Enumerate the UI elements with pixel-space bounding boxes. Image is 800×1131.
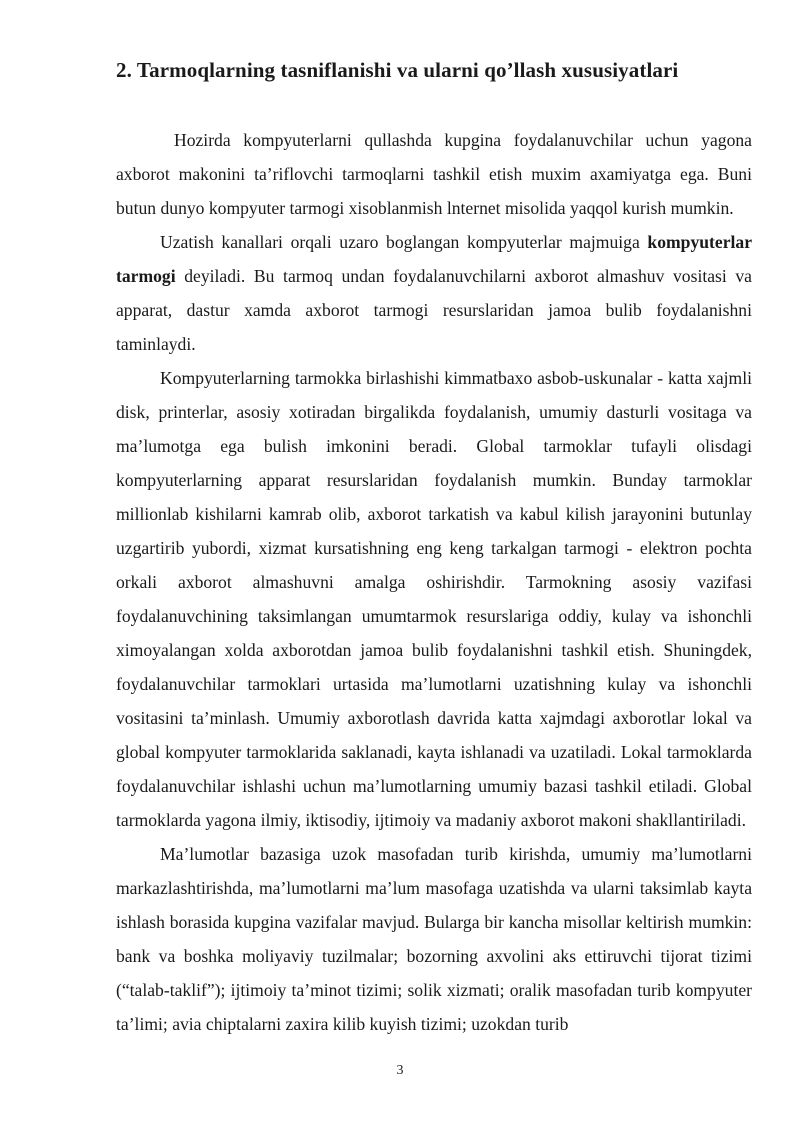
paragraph-network-benefits: Kompyuterlarning tarmokka birlashishi kimmatbaxo asbob-uskunalar - katta xajmli disk, printerlar, asosiy xotiradan birgalikda foydalanish, umumiy dasturli vositaga va ma’lumotga ega bulish imkonini beradi. Global tarmoklar tufayli olisdagi kompyuterlarning apparat resurslaridan foydalanish mumkin. Bunday tarmoklar millionlab kishilarni kamrab olib, axborot tarkatish va kabul kilish jarayonini butunlay uzgartirib yubordi, xizmat kursatishning eng keng tarkalgan tarmogi - elektron pochta orkali axborot almashuvni amalga oshirishdir. Tarmokning asosiy vazifasi foydalanuvchining taksimlangan umumtarmok resurslariga oddiy, kulay va ishonchli ximoyalangan xolda axborotdan jamoa bulib foydalanishni tashkil etish. Shuningdek, foydalanuvchilar tarmoklari urtasida ma’lumotlarni uzatishning kulay va ishonchli vositasini ta’minlash. Umumiy axborotlash davrida katta xajmdagi axborotlar lokal va global kompyuter tarmoklarida saklanadi, kayta ishlanadi va uzatiladi. Lokal tarmoklarda foydalanuvchilar ishlashi uchun ma’lumotlarning umumiy bazasi tashkil etiladi. Global tarmoklarda yagona ilmiy, iktisodiy, ijtimoiy va madaniy axborot makoni shakllantiriladi.	[116, 368, 752, 830]
body-text	[116, 123, 752, 1041]
page-number: 3	[396, 1063, 404, 1078]
paragraph-definition-start: Uzatish kanallari orqali uzaro boglangan kompyuterlar majmuiga	[160, 232, 648, 252]
paragraph-definition-end: deyiladi. Bu tarmoq undan foydalanuvchilarni axborot almashuv vositasi va apparat, dastur xamda axborot tarmogi resurslaridan jamoa bulib foydalanishni taminlaydi.	[116, 266, 752, 354]
section-heading: 2. Tarmoqlarning tasniflanishi va ularni qo’llash xususiyatlari	[116, 58, 679, 82]
paragraph-definition	[116, 225, 752, 361]
paragraph-intro: Hozirda kompyuterlarni qullashda kupgina foydalanuvchilar uchun yagona axborot makonini ta’riflovchi tarmoqlarni tashkil etish muxim axamiyatga ega. Buni butun dunyo kompyuter tarmogi xisoblanmish lnternet misolida yaqqol kurish mumkin.	[116, 130, 752, 218]
paragraph-database-tasks: Ma’lumotlar bazasiga uzok masofadan turib kirishda, umumiy ma’lumotlarni markazlashtirishda, ma’lumotlarni ma’lum masofaga uzatishda va ularni taksimlab kayta ishlash borasida kupgina vazifalar mavjud. Bularga bir kancha misollar keltirish mumkin: bank va boshka moliyaviy tuzilmalar; bozorning axvolini aks ettiruvchi tijorat tizimi (“talab-taklif”); ijtimoiy ta’minot tizimi; solik xizmati; oralik masofadan turib kompyuter ta’limi; avia chiptalarni zaxira kilib kuyish tizimi; uzokdan turib	[116, 844, 752, 1034]
defined-term: kompyuterlar tarmogi	[116, 232, 752, 286]
